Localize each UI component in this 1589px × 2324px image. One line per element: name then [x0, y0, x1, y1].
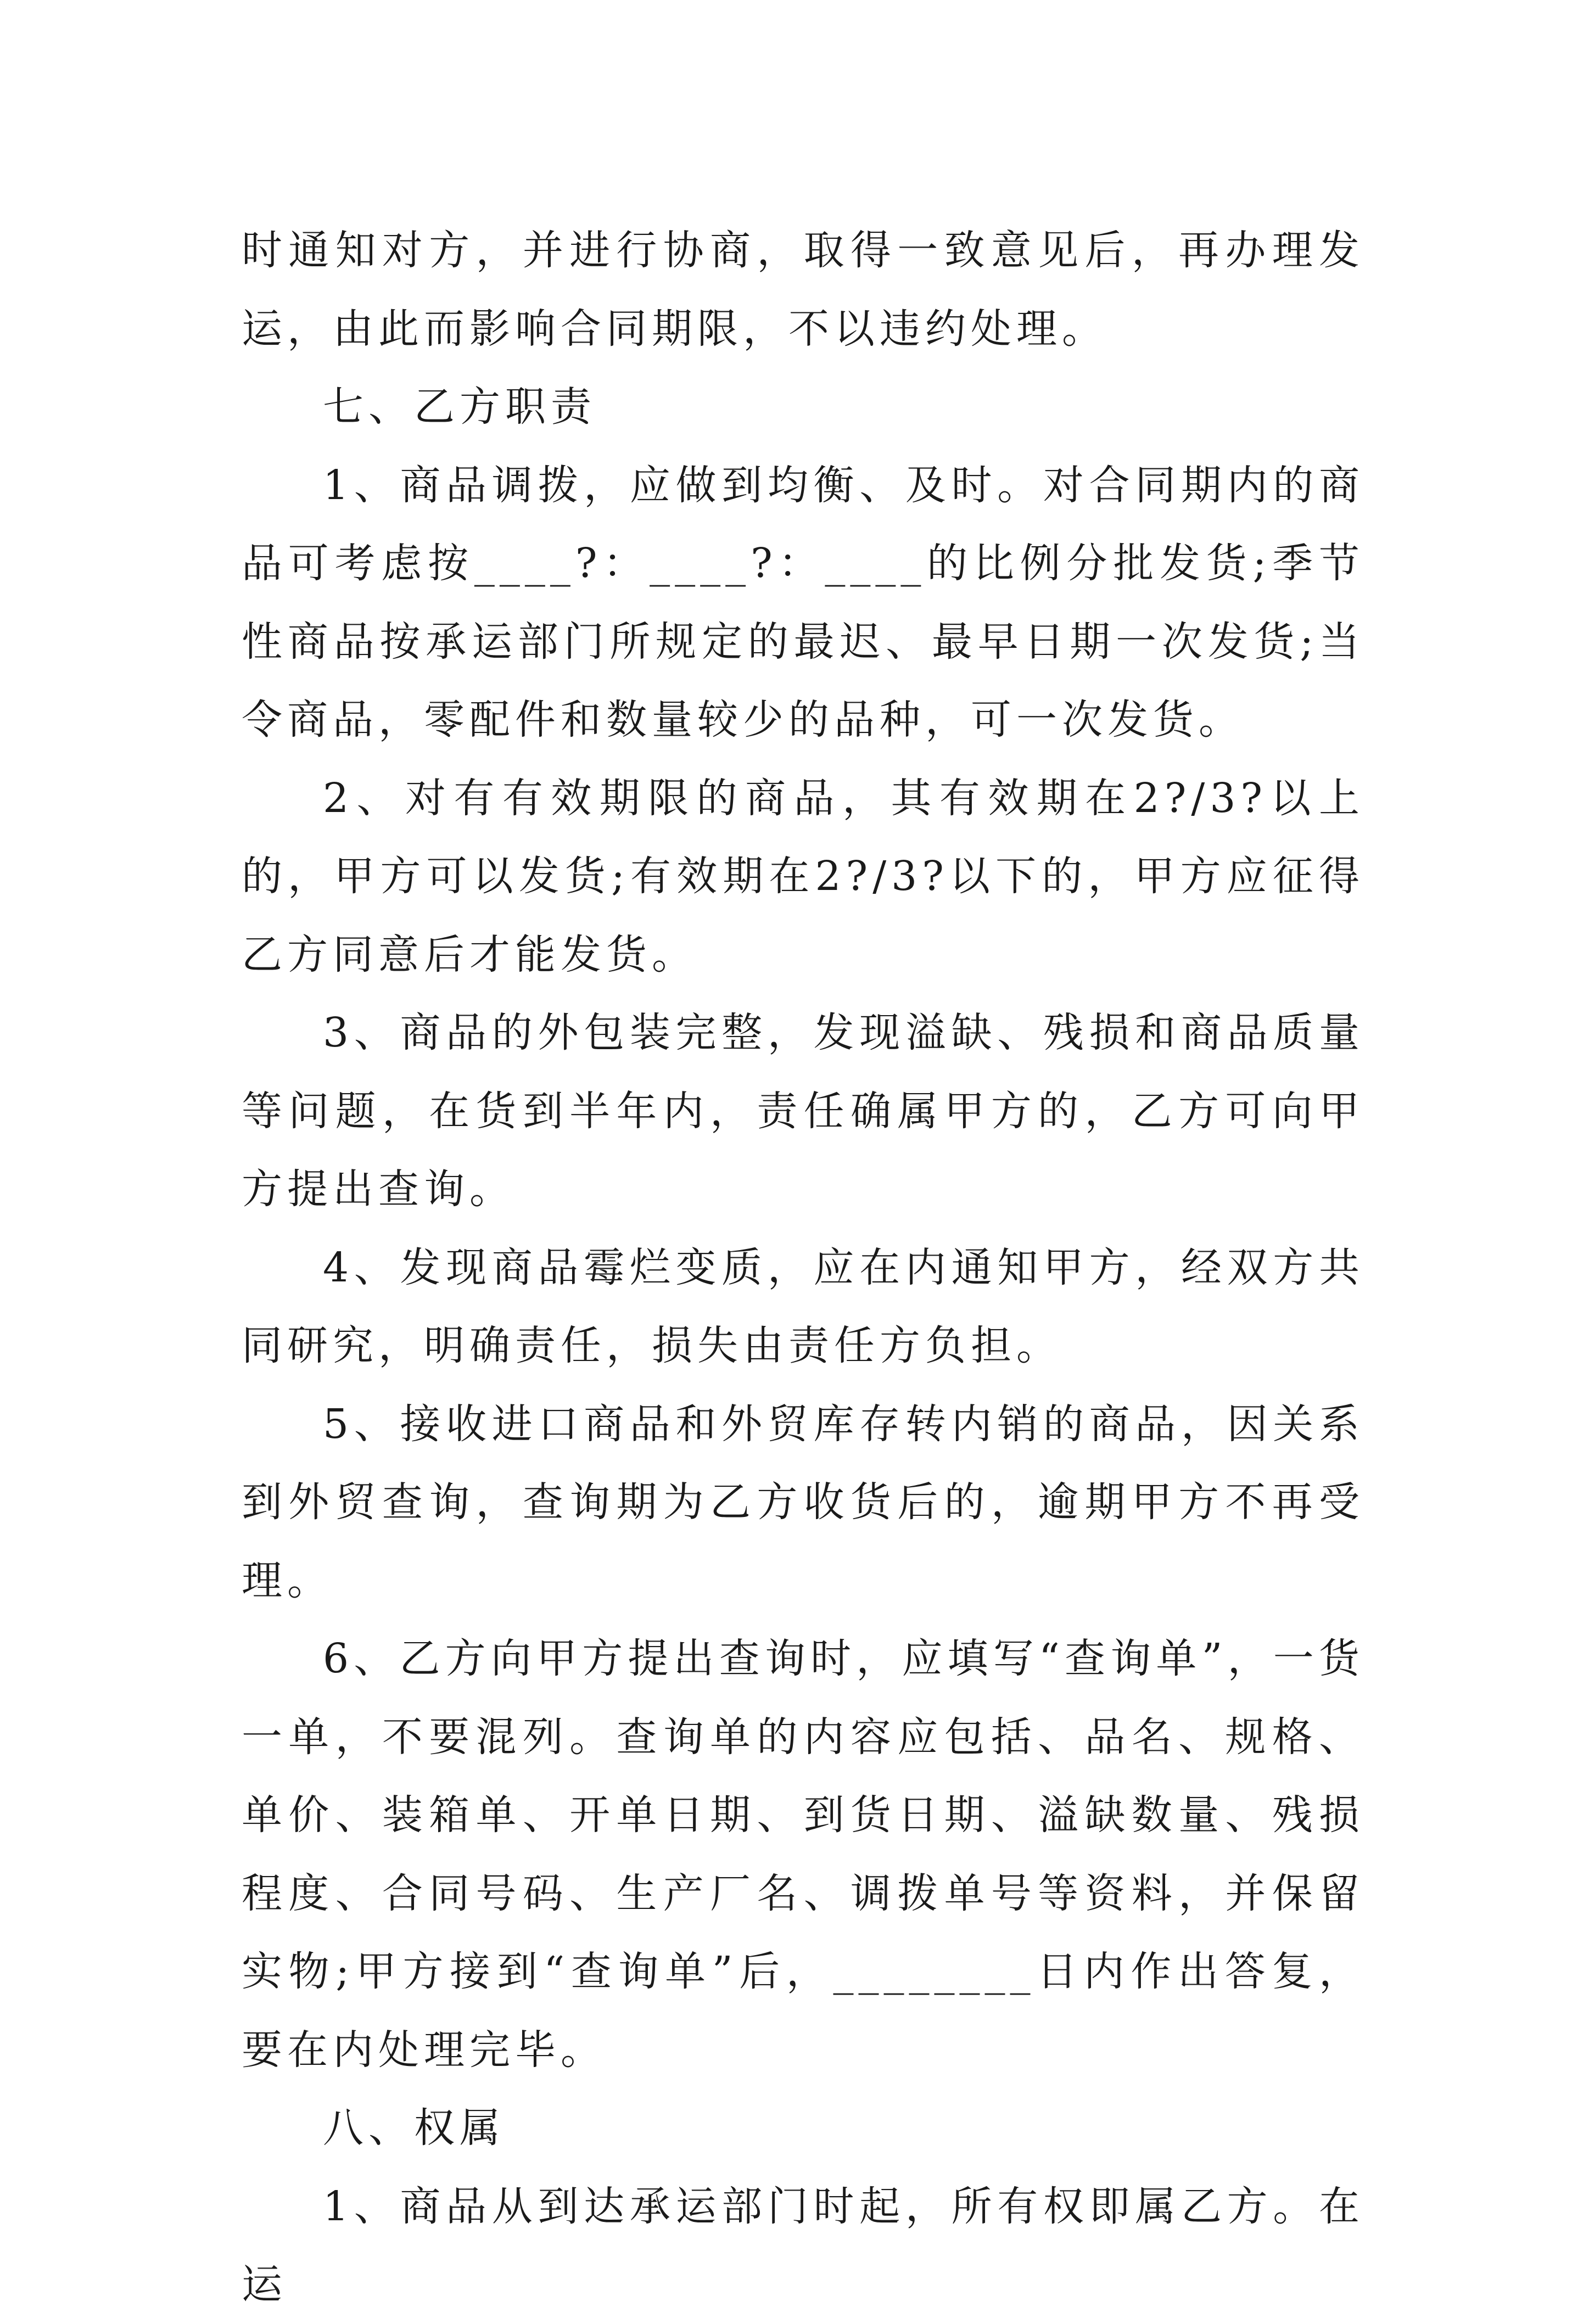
clause-7-5: 5、接收进口商品和外贸库存转内销的商品，因关系到外贸查询，查询期为乙方收货后的，逾期甲方不再受理。	[242, 1400, 1364, 1604]
section-heading-ownership: 八、权属	[323, 2104, 505, 2152]
document-body	[242, 211, 1364, 2324]
clause-7-6: 6、乙方向甲方提出查询时，应填写“查询单”，一货一单，不要混列。查询单的内容应包括、品名、规格、单价、装箱单、开单日期、到货日期、溢缺数量、残损程度、合同号码、生产厂名、调拨单号等资料，并保留实物;甲方接到“查询单”后，________日内作出答复，要在内处理完毕。	[242, 1635, 1364, 2074]
clause-7-4: 4、发现商品霉烂变质，应在内通知甲方，经双方共同研究，明确责任，损失由责任方负担。	[242, 1244, 1364, 1369]
clause-7-2: 2、对有有效期限的商品，其有效期在2?/3?以上的，甲方可以发货;有效期在2?/3?以下的，甲方应征得乙方同意后才能发货。	[242, 774, 1364, 978]
clause-7-1: 1、商品调拨，应做到均衡、及时。对合同期内的商品可考虑按____?：____?：____的比例分批发货;季节性商品按承运部门所规定的最迟、最早日期一次发货;当令商品，零配件和数量较少的品种，可一次发货。	[242, 461, 1364, 743]
paragraph-continuation: 时通知对方，并进行协商，取得一致意见后，再办理发运，由此而影响合同期限，不以违约处理。	[242, 227, 1364, 352]
clause-7-3: 3、商品的外包装完整，发现溢缺、残损和商品质量等问题，在货到半年内，责任确属甲方的，乙方可向甲方提出查询。	[242, 1009, 1364, 1213]
section-heading-party-b-duties: 七、乙方职责	[323, 383, 596, 430]
clause-8-1: 1、商品从到达承运部门时起，所有权即属乙方。在运	[242, 2182, 1364, 2308]
